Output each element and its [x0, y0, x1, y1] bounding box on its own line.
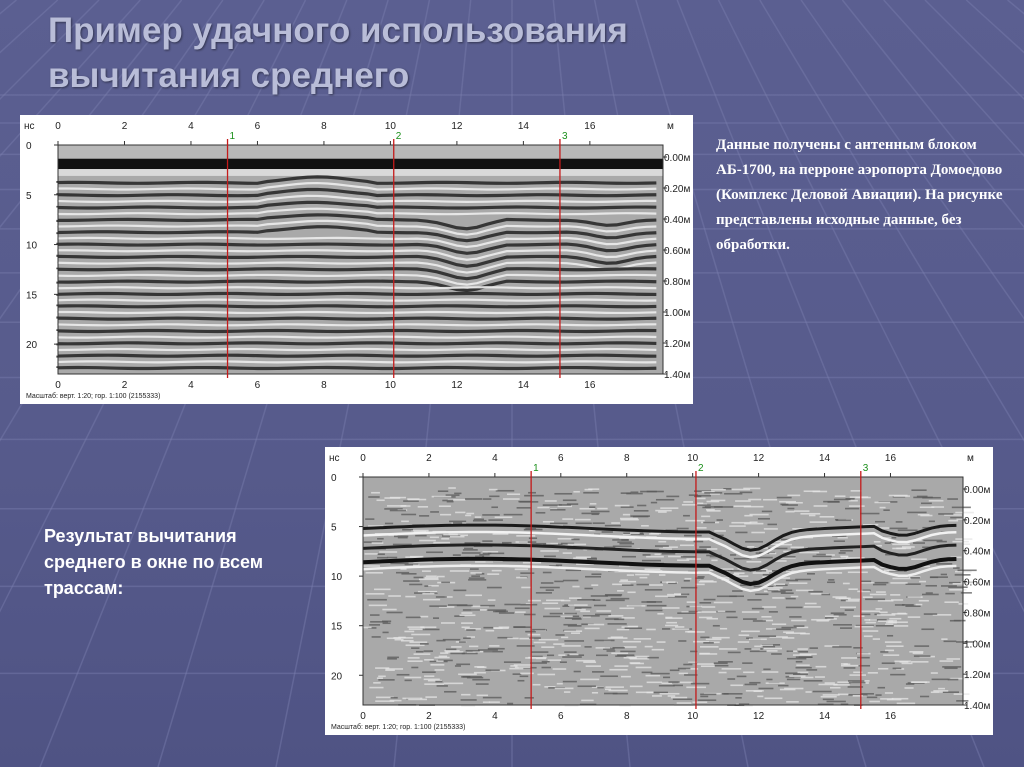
radargram-image — [363, 477, 977, 707]
x-tick-bottom: 6 — [254, 380, 261, 391]
depth-label: 1.20м — [664, 339, 691, 350]
x-tick-top: 12 — [451, 121, 463, 132]
depth-label: 0.60м — [964, 577, 991, 589]
marker-label-1: 1 — [229, 131, 236, 142]
scale-text: Масштаб: верт. 1:20; гор. 1:100 (2155333) — [331, 724, 466, 731]
radargram-processed — [325, 447, 993, 735]
x-tick-bottom: 10 — [687, 711, 699, 722]
depth-label: 0.40м — [964, 546, 991, 558]
x-tick-top: 0 — [55, 121, 61, 132]
depth-label: 0.80м — [964, 608, 991, 620]
depth-label: 1.00м — [664, 308, 691, 319]
marker-label-3: 3 — [862, 463, 869, 474]
x-tick-bottom: 2 — [426, 711, 432, 722]
slide-title — [48, 8, 748, 98]
x-tick-bottom: 12 — [451, 380, 463, 391]
y-tick: 20 — [26, 340, 38, 352]
depth-label: 1.40м — [664, 370, 691, 381]
x-unit-label: м — [967, 453, 974, 464]
x-tick-bottom: 4 — [492, 711, 498, 722]
depth-label: 0.20м — [664, 184, 691, 195]
x-tick-top: 8 — [623, 453, 630, 464]
y-tick: 15 — [331, 621, 343, 633]
description-text: Данные получены с антенным блоком АБ-1700, на перроне аэропорта Домоедово (Комплекс Деловой Авиации). На рисунке представлены исходные данные, без обработки. — [716, 137, 1003, 253]
y-tick: 5 — [26, 190, 32, 202]
x-tick-top: 0 — [360, 453, 366, 464]
y-tick: 15 — [26, 290, 38, 302]
x-unit-label: м — [667, 121, 674, 132]
x-tick-top: 2 — [426, 453, 432, 464]
x-tick-top: 10 — [384, 121, 396, 132]
depth-label: 1.20м — [964, 670, 991, 682]
scale-text: Масштаб: верт. 1:20; гор. 1:100 (2155333) — [26, 393, 161, 400]
x-tick-top: 10 — [687, 453, 699, 464]
radargram-processed-panel — [325, 447, 993, 735]
depth-label: 1.00м — [964, 639, 991, 651]
x-tick-top: 16 — [884, 453, 897, 464]
marker-label-1: 1 — [533, 463, 539, 474]
y-tick: 10 — [26, 240, 38, 252]
x-tick-top: 6 — [254, 121, 261, 132]
depth-label: 0.20м — [964, 515, 991, 527]
x-tick-bottom: 2 — [121, 380, 128, 391]
y-tick: 0 — [331, 473, 337, 484]
x-tick-top: 4 — [188, 121, 194, 132]
marker-label-3: 3 — [561, 131, 568, 142]
x-tick-top: 14 — [818, 453, 831, 464]
y-tick: 20 — [331, 671, 343, 683]
marker-label-2: 2 — [697, 463, 704, 474]
depth-label: 0.60м — [664, 246, 691, 257]
x-tick-top: 14 — [517, 121, 529, 132]
y-tick: 0 — [26, 141, 32, 152]
depth-label: 1.40м — [964, 701, 991, 712]
x-tick-bottom: 10 — [384, 380, 396, 391]
x-tick-top: 2 — [121, 121, 128, 132]
x-tick-top: 4 — [492, 453, 498, 464]
x-tick-bottom: 8 — [623, 711, 630, 722]
x-tick-bottom: 0 — [360, 711, 366, 722]
y-unit-label: нс — [329, 453, 340, 464]
x-tick-bottom: 8 — [321, 380, 327, 391]
x-tick-bottom: 12 — [753, 711, 765, 722]
x-tick-top: 16 — [584, 121, 596, 132]
x-tick-bottom: 16 — [584, 380, 596, 391]
title-line-2: вычитания среднего — [48, 56, 410, 95]
depth-label: 0.40м — [664, 215, 691, 226]
depth-label: 0.00м — [664, 153, 691, 164]
x-tick-bottom: 4 — [188, 380, 194, 391]
x-tick-top: 6 — [558, 453, 564, 464]
depth-label: 0.00м — [964, 485, 991, 496]
radargram-raw-panel — [20, 115, 693, 404]
marker-label-2: 2 — [395, 131, 402, 142]
radargram-image — [58, 145, 663, 374]
x-tick-top: 12 — [753, 453, 765, 464]
x-tick-bottom: 6 — [558, 711, 564, 722]
title-line-1: Пример удачного использования — [48, 11, 628, 50]
y-tick: 10 — [331, 572, 343, 584]
x-tick-bottom: 0 — [55, 380, 61, 391]
y-tick: 5 — [331, 522, 337, 534]
result-caption: Результат вычитания среднего в окне по всем трассам: — [44, 526, 264, 598]
depth-label: 0.80м — [664, 277, 691, 288]
x-tick-top: 8 — [321, 121, 327, 132]
x-tick-bottom: 14 — [818, 711, 831, 722]
x-tick-bottom: 14 — [517, 380, 529, 391]
y-unit-label: нс — [24, 121, 35, 132]
radargram-raw — [20, 115, 693, 404]
x-tick-bottom: 16 — [884, 711, 897, 722]
